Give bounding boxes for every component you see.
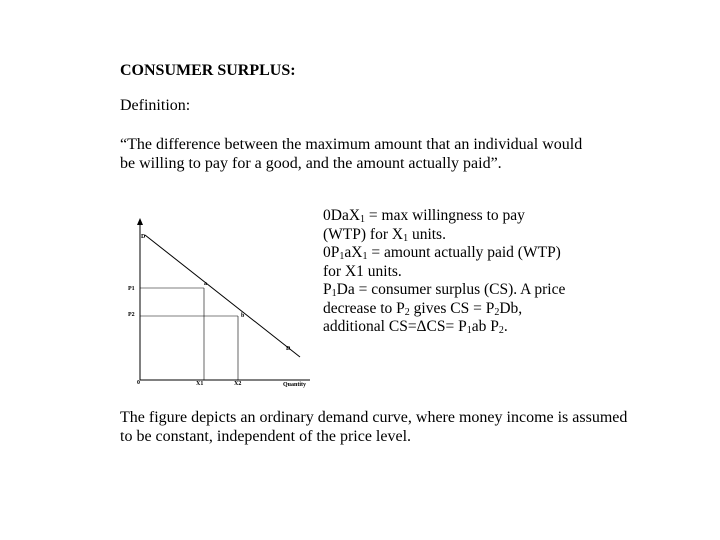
label-x1: X1 xyxy=(196,381,204,387)
explanation-line-1: 0DaX$_1$ = max willingness to pay xyxy=(323,207,525,225)
label-d-end: D xyxy=(286,346,291,352)
demand-curve-graph xyxy=(118,212,318,392)
explanation-line-4: for X1 units. xyxy=(323,262,402,280)
label-quantity: Quantity xyxy=(283,382,307,388)
label-a: a xyxy=(204,281,207,287)
explanation-line-6: decrease to $P_2$ gives CS = $P_2Db$, xyxy=(323,299,523,318)
graph-explanation xyxy=(323,207,593,337)
explanation-line-3: $0P_1aX_1$ = amount actually paid (WTP) xyxy=(323,244,561,262)
slide-title: CONSUMER SURPLUS: xyxy=(120,62,296,79)
definition-quote: “The difference between the maximum amount that an individual would be willing to pay for a good, and the amount actually paid”. xyxy=(120,136,583,172)
price-axis-arrow xyxy=(137,218,143,225)
demand-curve xyxy=(145,235,300,357)
label-p1: P1 xyxy=(128,286,135,292)
label-d-top: D xyxy=(141,234,146,240)
label-origin: 0 xyxy=(137,380,140,386)
explanation-line-2: (WTP) for $X_1$ units. xyxy=(323,225,446,244)
label-b: b xyxy=(241,313,245,319)
explanation-line-5: $P_1Da$ = consumer surplus (CS). A price xyxy=(323,281,566,299)
label-p2: P2 xyxy=(128,312,135,318)
explanation-line-7: additional $CS=\Delta CS= P_1ab$ $P_2$. xyxy=(323,318,508,336)
label-x2: X2 xyxy=(234,381,242,387)
figure-description: The figure depicts an ordinary demand curve, where money income is assumed to be constant, independent of the price level. xyxy=(120,409,628,445)
definition-label: Definition: xyxy=(120,97,191,114)
